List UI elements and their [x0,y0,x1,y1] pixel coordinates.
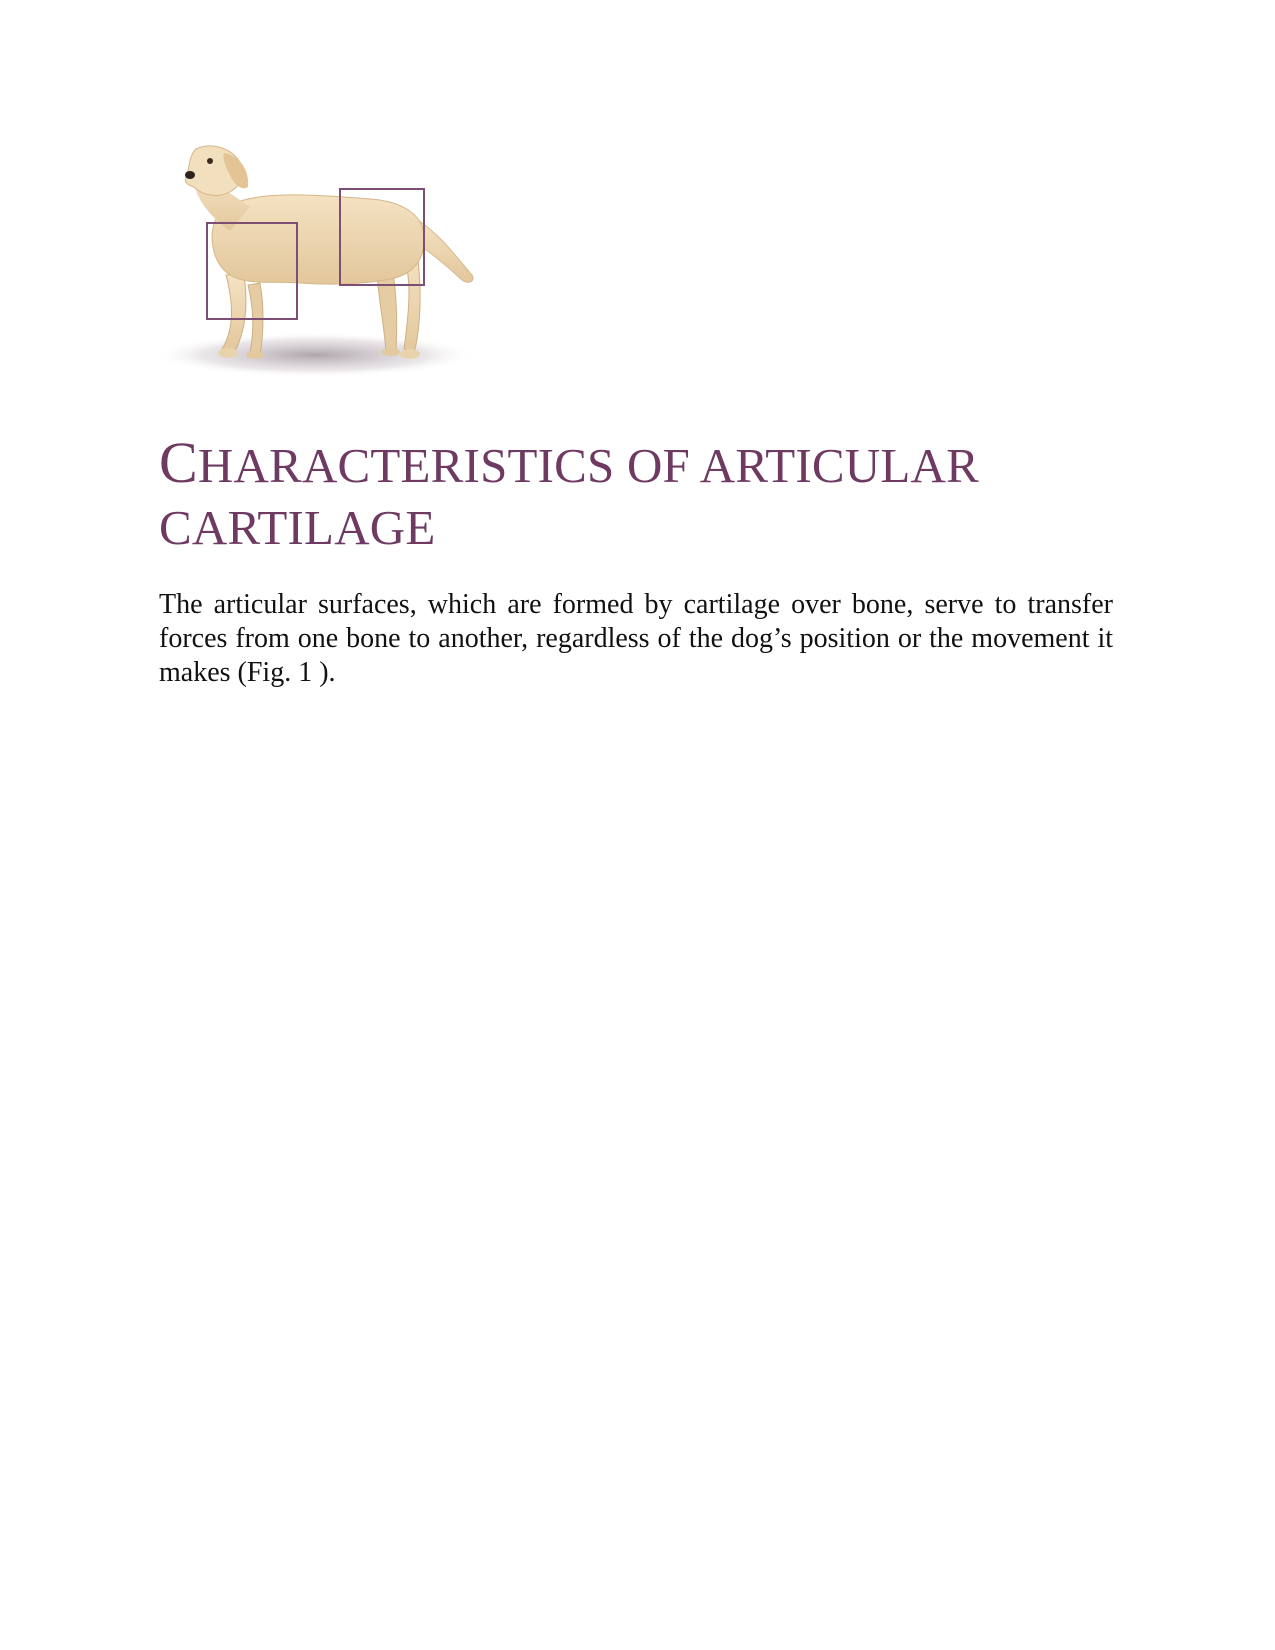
body-paragraph: The articular surfaces, which are formed by cartilage over bone, serve to transfer forces from one bone to another, regardless of the dog’s position or the movement it makes (Fig. 1 ). [159,589,1113,688]
dog-eye [207,158,213,164]
dog-figure [150,135,490,395]
dog-illustration [150,135,490,395]
dog-nose [185,171,195,179]
heading-first-letter: C [159,430,198,495]
heading-line1-rest: HARACTERISTICS OF ARTICULAR [197,438,979,493]
ground-shadow [155,333,475,377]
dog-paw [218,348,238,358]
dog-paw [246,351,264,359]
dog-paw [382,348,400,356]
section-heading [159,432,1159,559]
heading-line2: CARTILAGE [159,500,436,555]
dog-paw [400,349,420,359]
